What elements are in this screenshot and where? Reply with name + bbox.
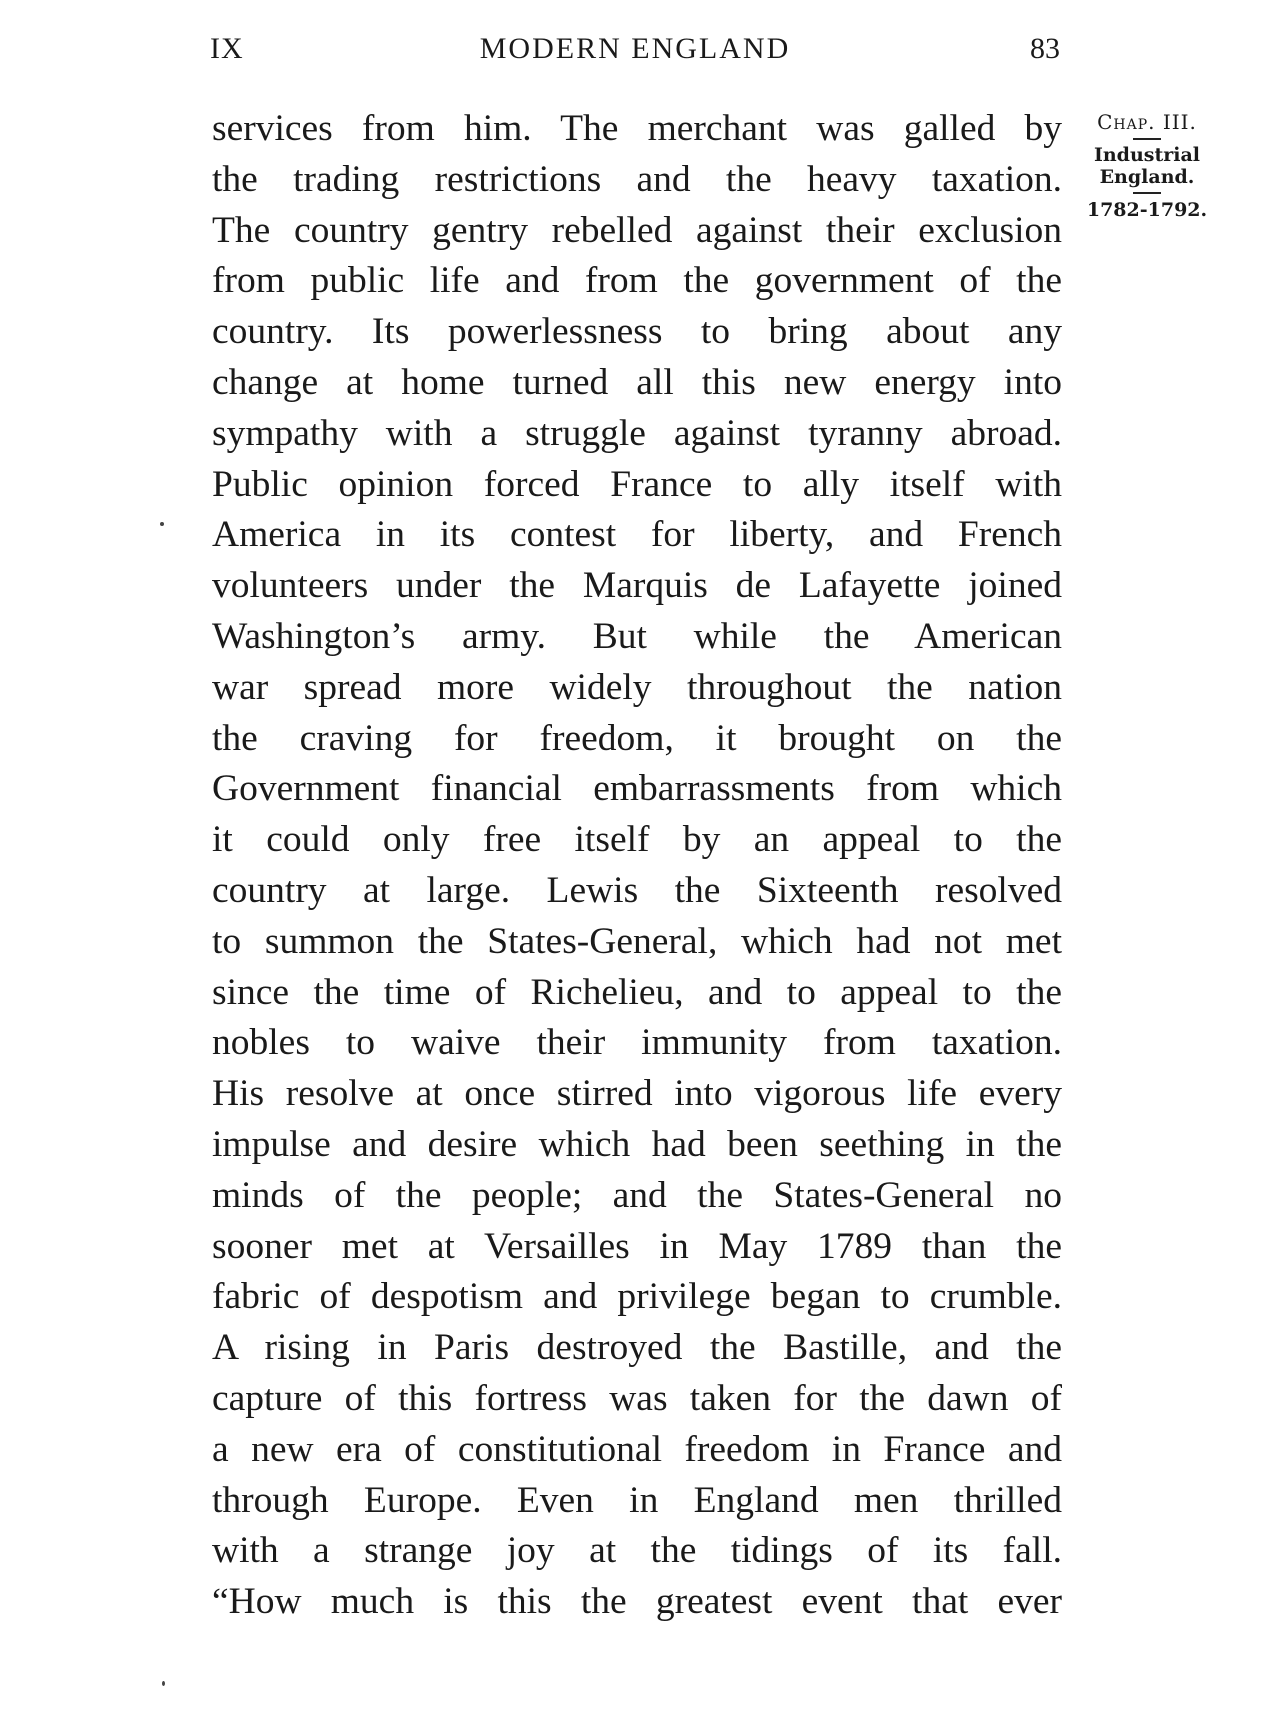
text-line: the trading restrictions and the heavy taxation. bbox=[212, 158, 1062, 200]
text-line: through Europe. Even in England men thrilled bbox=[212, 1479, 1062, 1521]
page-number: 83 bbox=[1030, 32, 1060, 65]
chapter-number: IX bbox=[210, 32, 244, 65]
text-line: Government financial embarrassments from which bbox=[212, 768, 1062, 810]
text-line: services from him. The merchant was galled by bbox=[212, 108, 1062, 149]
text-line: His resolve at once stirred into vigorous life every bbox=[212, 1073, 1062, 1115]
body-text bbox=[212, 104, 1062, 1628]
text-line: America in its contest for liberty, and French bbox=[212, 514, 1062, 556]
sidenote-title-line1: Industrial bbox=[1093, 144, 1201, 166]
sidenote-rule bbox=[1133, 192, 1161, 194]
text-line: Washington’s army. But while the American bbox=[212, 615, 1062, 657]
running-title: MODERN ENGLAND bbox=[479, 32, 791, 65]
text-line: since the time of Richelieu, and to appeal to the bbox=[212, 971, 1062, 1013]
text-line: a new era of constitutional freedom in France and bbox=[212, 1428, 1062, 1470]
text-line: it could only free itself by an appeal to the bbox=[212, 819, 1062, 861]
print-speck bbox=[162, 1681, 165, 1686]
sidenote-title-line2: England. bbox=[1099, 166, 1195, 188]
text-line: impulse and desire which had been seething in the bbox=[212, 1123, 1062, 1165]
text-line: capture of this fortress was taken for the dawn of bbox=[212, 1377, 1062, 1419]
text-line: The country gentry rebelled against their exclusion bbox=[212, 209, 1062, 251]
text-line: nobles to waive their immunity from taxation. bbox=[212, 1022, 1062, 1064]
text-line: “How much is this the greatest event that ever bbox=[212, 1581, 1062, 1623]
text-line: to summon the States-General, which had not met bbox=[212, 920, 1062, 962]
text-line: sympathy with a struggle against tyranny abroad. bbox=[212, 412, 1062, 454]
text-line: volunteers under the Marquis de Lafayette joined bbox=[212, 565, 1062, 607]
text-line: the craving for freedom, it brought on the bbox=[212, 717, 1062, 759]
text-line: sooner met at Versailles in May 1789 than the bbox=[212, 1225, 1062, 1267]
sidenote-dates: 1782-1792. bbox=[1086, 199, 1208, 221]
text-line: from public life and from the government of the bbox=[212, 260, 1062, 302]
text-line: war spread more widely throughout the nation bbox=[212, 666, 1062, 708]
text-line: fabric of despotism and privilege began to crumble. bbox=[212, 1276, 1062, 1318]
text-line: country at large. Lewis the Sixteenth resolved bbox=[212, 869, 1062, 911]
sidenote-rule bbox=[1133, 138, 1161, 140]
text-line: A rising in Paris destroyed the Bastille, and the bbox=[212, 1327, 1062, 1369]
margin-sidenote bbox=[1082, 110, 1212, 222]
text-line: minds of the people; and the States-General no bbox=[212, 1174, 1062, 1216]
sidenote-chapter: Chap. III. bbox=[1097, 110, 1197, 134]
text-line: country. Its powerlessness to bring about any bbox=[212, 311, 1062, 353]
text-line: Public opinion forced France to ally itself with bbox=[212, 463, 1062, 505]
text-line: change at home turned all this new energy into bbox=[212, 361, 1062, 403]
print-speck bbox=[160, 522, 164, 526]
text-line: with a strange joy at the tidings of its fall. bbox=[212, 1530, 1062, 1572]
page-header bbox=[210, 32, 1060, 72]
